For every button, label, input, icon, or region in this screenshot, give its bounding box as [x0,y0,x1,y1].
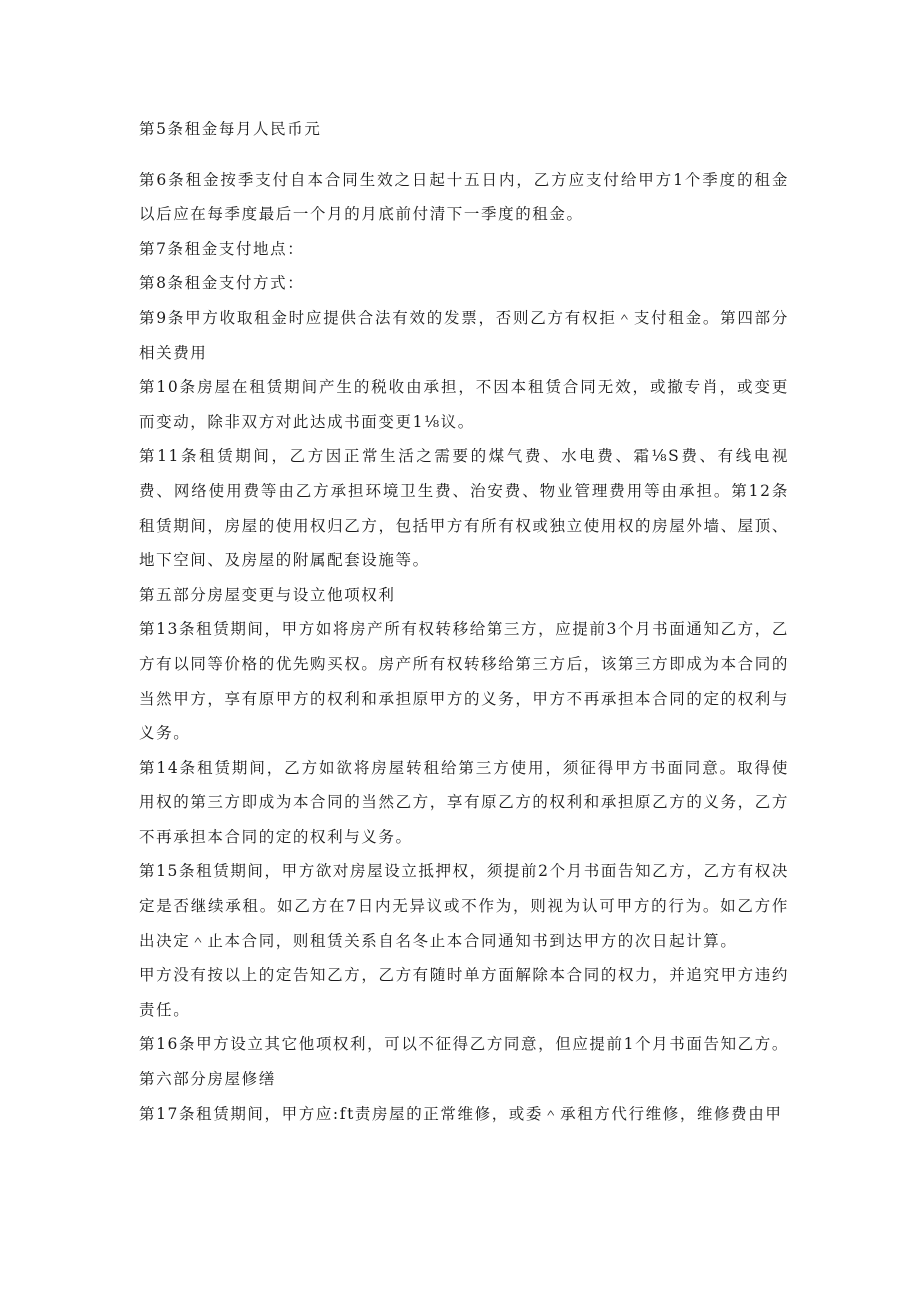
clause-15-mortgage: 第15条租赁期间，甲方欲对房屋设立抵押权，须提前2个月书面告知乙方，乙方有权决定是否继续承租。如乙方在7日内无异议或不作为，则视为认可甲方的行为。如乙方作出决定＾止本合同，则租赁关系自名冬止本合同通知书到达甲方的次日起计算。 [139,862,789,950]
clause-9-invoice: 第9条甲方收取租金时应提供合法有效的发票，否则乙方有权拒＾支付租金。第四部分相关费用 [139,308,789,362]
section-heading-part-5: 第五部分房屋变更与设立他项权利 [139,585,396,604]
clause-15-breach-note: 甲方没有按以上的定告知乙方，乙方有随时单方面解除本合同的权力，并追究甲方违约责任。 [139,966,789,1019]
clause-8-payment-method: 第8条租金支付方式： [139,274,305,293]
clause-6-rent-payment-schedule: 第6条租金按季支付自本合同生效之日起十五日内，乙方应支付给甲方1个季度的租金以后应在每季度最后一个月的月底前付清下一季度的租金。 [139,170,789,224]
clause-5-rent-amount: 第5条租金每月人民币元 [139,120,322,138]
clause-16-other-rights: 第16条甲方设立其它他项权利，可以不征得乙方同意，但应提前1个月书面告知乙方。 [139,1035,789,1054]
clause-13-ownership-transfer: 第13条租赁期间，甲方如将房产所有权转移给第三方，应提前3个月书面通知乙方，乙方有以同等价格的优先购买权。房产所有权转移给第三方后，该第三方即成为本合同的当然甲方，享有原甲方的权利和承担原甲方的义务，甲方不再承担本合同的定的权利与义务。 [139,620,789,743]
section-heading-part-6: 第六部分房屋修缮 [139,1070,276,1089]
document-body [139,112,789,1131]
clause-17-repairs: 第17条租赁期间，甲方应:ft责房屋的正常维修，或委＾承租方代行维修，维修费由甲 [139,1104,783,1123]
clause-11-12-fees-and-usage: 第11条租赁期间，乙方因正常生活之需要的煤气费、水电费、霜⅛S费、有线电视费、网络使用费等由乙方承担环境卫生费、治安费、物业管理费用等由承担。第12条租赁期间，房屋的使用权归乙方，包括甲方有所有权或独立使用权的房屋外墙、屋顶、地下空间、及房屋的附属配套设施等。 [139,447,789,570]
clause-14-sublease: 第14条租赁期间，乙方如欲将房屋转租给第三方使用，须征得甲方书面同意。取得使用权的第三方即成为本合同的当然乙方，享有原乙方的权利和承担原乙方的义务，乙方不再承担本合同的定的权利与义务。 [139,758,789,846]
clause-7-payment-location: 第7条租金支付地点： [139,239,305,258]
clause-10-taxes: 第10条房屋在租赁期间产生的税收由承担，不因本租赁合同无效，或撤专肖，或变更而变动，除非双方对此达成书面变更1⅛议。 [139,378,789,431]
